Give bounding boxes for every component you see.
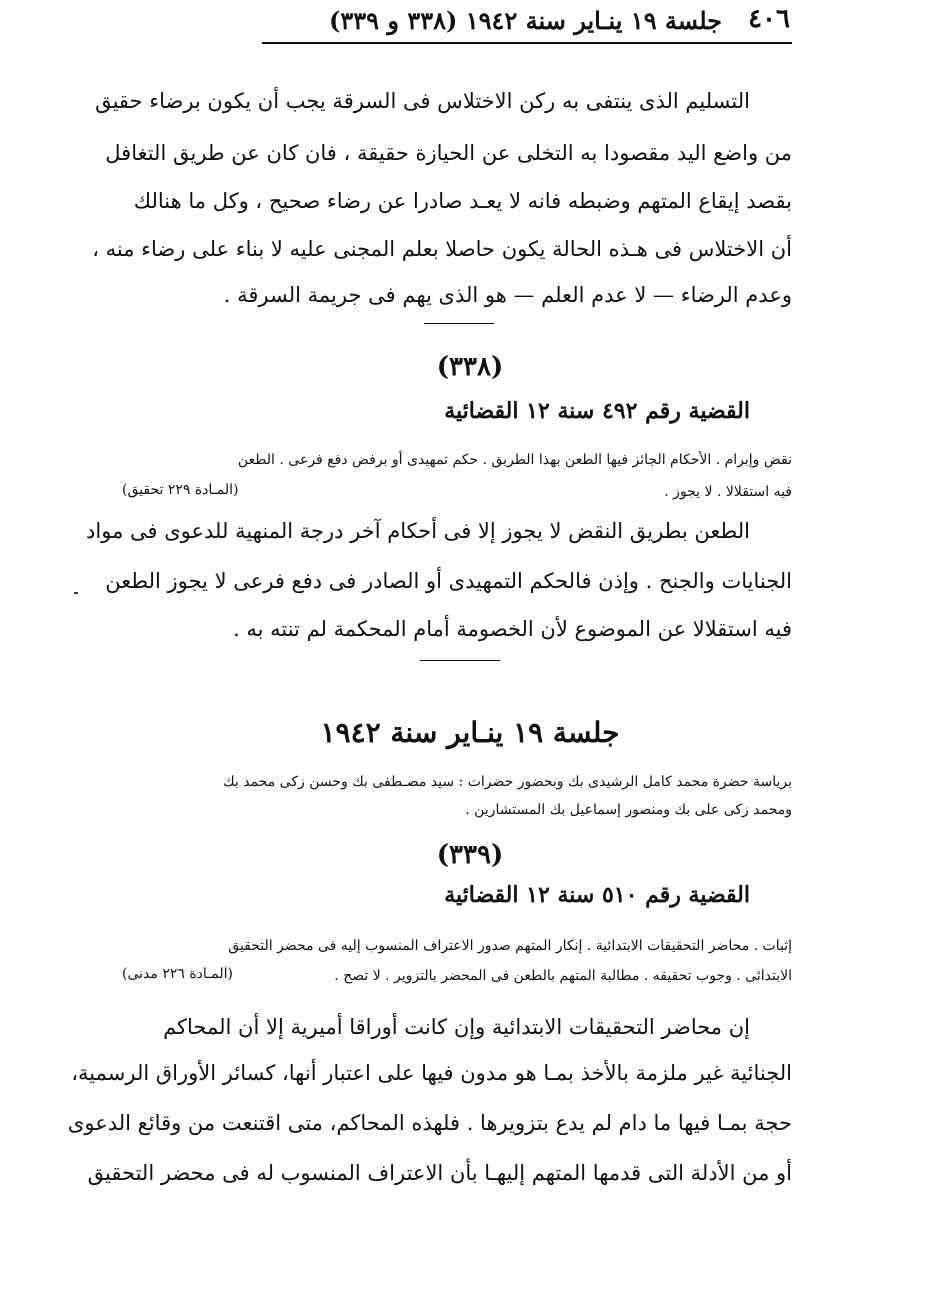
intro-line: بقصد إيقاع المتهم وضبطه فانه لا يعـد صادرا عن رضاء صحيح ، وكل ما هنالك xyxy=(133,189,792,213)
case-body-line: إن محاضر التحقيقات الابتدائية وإن كانت أوراقا أميرية إلا أن المحاكم xyxy=(163,1015,750,1039)
article-citation: (المـادة ٢٢٦ مدنى) xyxy=(122,966,233,982)
case-reference-338: القضية رقم ٤٩٢ سنة ١٢ القضائية xyxy=(444,398,750,424)
intro-line: أن الاختلاس فى هـذه الحالة يكون حاصلا بعلم المجنى عليه لا بناء على رضاء منه ، xyxy=(92,237,792,261)
bench-line: برياسة حضرة محمد كامل الرشيدى بك وبحضور حضرات : سيد مصـطفى بك وحسن زكى محمد بك xyxy=(223,774,792,790)
case-body-line: حجة بمـا فيها ما دام لم يدع بتزويرها . فلهذه المحاكم، متى اقتنعت من وقائع الدعوى xyxy=(67,1111,792,1135)
margin-mark xyxy=(74,592,78,594)
case-body-line: الجنايات والجنح . وإذن فالحكم التمهيدى أو الصادر فى دفع فرعى لا يجوز الطعن xyxy=(105,569,792,593)
case-number-338: (٣٣٨) xyxy=(436,352,504,382)
page-number: ٤٠٦ xyxy=(748,4,790,34)
intro-line: من واضع اليد مقصودا به التخلى عن الحيازة حقيقة ، فان كان عن طريق التغافل xyxy=(105,141,792,165)
case-body-line: فيه استقلالا عن الموضوع لأن الخصومة أمام المحكمة لم تنته به . xyxy=(232,617,792,641)
intro-line: وعدم الرضاء — لا عدم العلم — هو الذى يهم فى جريمة السرقة . xyxy=(223,283,792,307)
case-summary-line: فيه استقلالا . لا يجوز . xyxy=(664,484,792,500)
case-summary-line: إثبات . محاضر التحقيقات الابتدائية . إنكار المتهم صدور الاعتراف المنسوب إليه فى محضر التحقيق xyxy=(228,938,792,954)
session-heading: جلسة ١٩ ينـاير سنة ١٩٤٢ xyxy=(320,716,620,749)
intro-line: التسليم الذى ينتفى به ركن الاختلاس فى السرقة يجب أن يكون برضاء حقيق xyxy=(95,89,750,113)
case-summary-line: نقض وإبرام . الأحكام الجائز فيها الطعن بهذا الطريق . حكم تمهيدى أو برفض دفع فرعى . الطعن xyxy=(237,452,792,468)
case-body-line: الطعن بطريق النقض لا يجوز إلا فى أحكام آخر درجة المنهية للدعوى فى مواد xyxy=(86,519,750,543)
running-header xyxy=(262,4,792,40)
section-divider xyxy=(420,660,500,661)
section-divider xyxy=(424,323,494,324)
case-body-line: أو من الأدلة التى قدمها المتهم إليهـا بأن الاعتراف المنسوب له فى محضر التحقيق xyxy=(87,1161,792,1185)
article-citation: (المـادة ٢٢٩ تحقيق) xyxy=(122,482,239,498)
running-header-title: جلسة ١٩ ينـاير سنة ١٩٤٢ (٣٣٨ و ٣٣٩) xyxy=(329,6,722,35)
case-summary-line: الابتدائى . وجوب تحقيقه . مطالبة المتهم بالطعن فى المحضر بالتزوير . لا تصح . xyxy=(334,968,792,984)
header-rule xyxy=(262,42,792,44)
case-reference-339: القضية رقم ٥١٠ سنة ١٢ القضائية xyxy=(444,882,750,908)
case-number-339: (٣٣٩) xyxy=(436,840,504,870)
bench-line: ومحمد زكى على بك ومنصور إسماعيل بك المستشارين . xyxy=(465,802,792,818)
case-body-line: الجنائية غير ملزمة بالأخذ بمـا هو مدون فيها على اعتبار أنها، كسائر الأوراق الرسمية، xyxy=(71,1061,792,1085)
